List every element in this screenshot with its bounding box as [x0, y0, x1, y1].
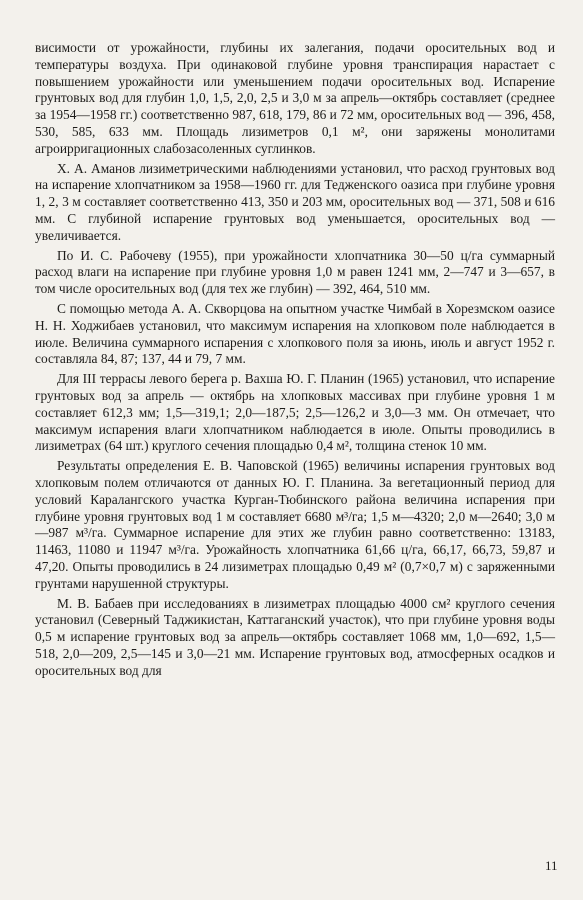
paragraph-7: М. В. Бабаев при исследованиях в лизиметрах площадью 4000 см² круглого сечения установил (Северный Таджикистан, Каттаганский участок), что при глубине уровня воды 0,5 м испарение грунтовых вод за апрель—октябрь составляет 1068 мм, 1,0—692, 1,5—518, 2,0—209, 2,5—145 и 3,0—21 мм. Испарение грунтовых вод, атмосферных осадков и оросительных вод для — [35, 595, 555, 678]
paragraph-1: висимости от урожайности, глубины их залегания, подачи оросительных вод и температуры воздуха. При одинаковой глубине уровня транспирация нарастает с повышением урожайности или уменьшением подачи оросительных вод. Испарение грунтовых вод для глубин 1,0, 1,5, 2,0, 2,5 и 3,0 м за апрель—октябрь составляет (среднее за 1954—1958 гг.) соответственно 987, 618, 179, 86 и 72 мм, оросительных вод — 396, 458, 530, 585, 633 мм. Площадь лизиметров 0,1 м², они заряжены монолитами агроирригационных слабозасоленных суглинков. — [35, 40, 555, 156]
paragraph-5: Для III террасы левого берега р. Вахша Ю. Г. Планин (1965) установил, что испарение грунтовых вод за апрель — октябрь на хлопковых массивах при глубине уровня 1 м составляет 612,3 мм; 1,5—319,1; 2,0—187,5; 2,5—126,2 и 3,0—3 мм. Он отмечает, что максимум испарения влаги хлопчатником наблюдается в июле. Опыты проводились в лизиметрах (64 шт.) круглого сечения площадью 0,4 м², толщина стенок 10 мм. — [35, 371, 555, 454]
paragraph-3: По И. С. Рабочеву (1955), при урожайности хлопчатника 30—50 ц/га суммарный расход влаги на испарение при глубине уровня 1,0 м равен 1241 мм, 2—747 и 3—657, в том числе оросительных вод (для тех же глубин) — 392, 464, 510 мм. — [35, 247, 555, 297]
document-page — [35, 40, 555, 840]
paragraph-6: Результаты определения Е. В. Чаповской (1965) величины испарения грунтовых вод хлопковым полем отличаются от данных Ю. Г. Планина. За вегетационный период для условий Каралангского участка Курган-Тюбинского района величина испарения при глубине уровня грунтовых вод 1 м составляет 6680 м³/га; 1,5 м—4320; 2,0 м—2640; 3,0 м—987 м³/га. Суммарное испарение для этих же глубин равно соответственно: 13183, 11463, 11080 и 11947 м³/га. Урожайность хлопчатника 61,66 ц/га, 66,17, 66,73, 59,87 и 47,20. Опыты проводились в 24 лизиметрах площадью 0,49 м² (0,7×0,7 м) с заряженными грунтами нарушенной структуры. — [35, 458, 555, 591]
page-number: 11 — [545, 858, 558, 873]
paragraph-4: С помощью метода А. А. Скворцова на опытном участке Чимбай в Хорезмском оазисе Н. Н. Ходжибаев установил, что максимум испарения на хлопковом поле наблюдается в июле. Величина суммарного испарения с хлопкового поля за июнь, июль и август 1952 г. составляла 84, 87; 137, 44 и 79, 7 мм. — [35, 300, 555, 367]
paragraph-2: X. А. Аманов лизиметрическими наблюдениями установил, что расход грунтовых вод на испарение хлопчатником за 1958—1960 гг. для Тедженского оазиса при глубине уровня 1, 2, 3 м составляет соответственно 413, 350 и 203 мм, оросительных вод — 371, 508 и 616 мм. С глубиной испарение грунтовых вод уменьшается, оросительных вод — увеличивается. — [35, 160, 555, 243]
